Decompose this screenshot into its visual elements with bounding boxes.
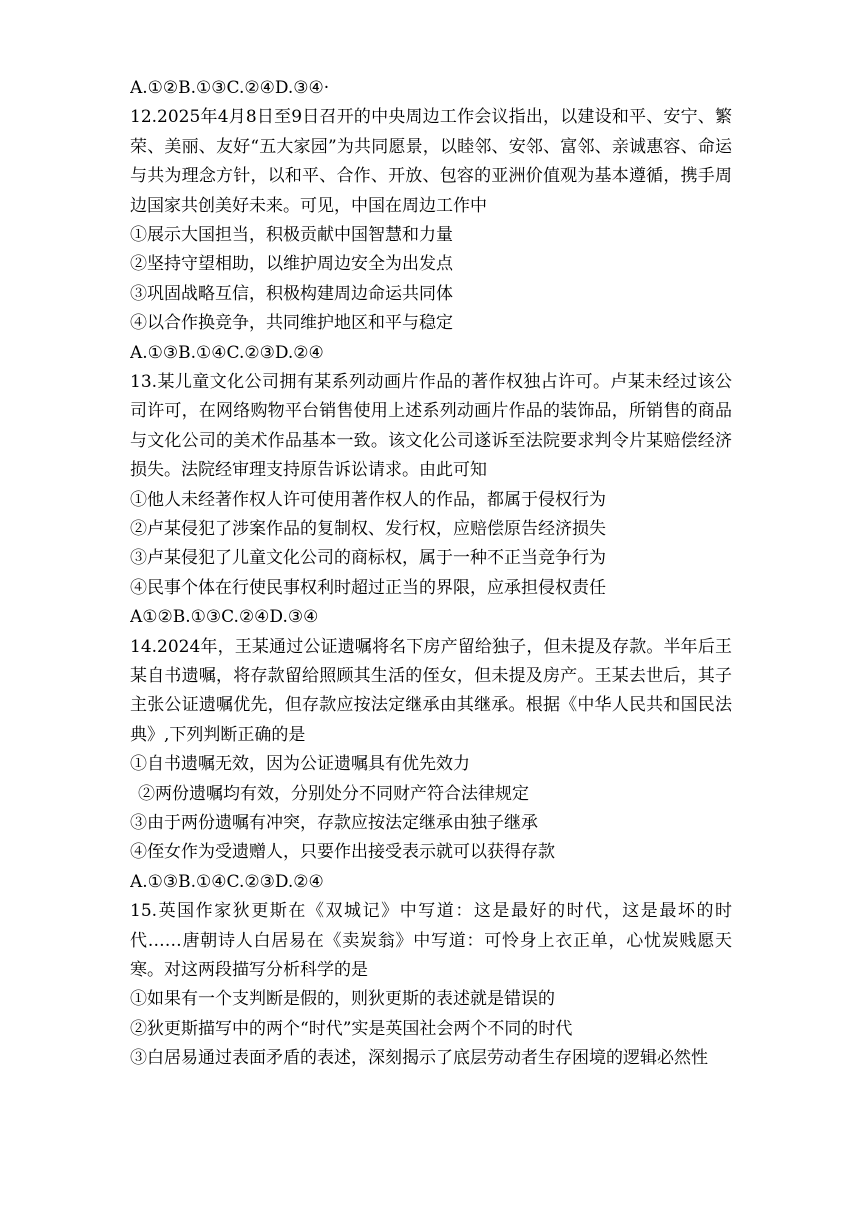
q14-item-2: ②两份遗嘱均有效，分别处分不同财产符合法律规定	[138, 783, 529, 804]
q12-item-1: ①展示大国担当，积极贡献中国智慧和力量	[130, 225, 453, 246]
q14-stem: 14.2024年，王某通过公证遗嘱将名下房产留给独子，但未提及存款。半年后王某自书遗嘱，将存款留给照顾其生活的侄女，但未提及房产。王某去世后，其子主张公证遗嘱优先，但存款应按法定继承由其继承。根据《中华人民共和国民法典》,下列判断正确的是	[130, 636, 732, 745]
q13-item-3: ③卢某侵犯了儿童文化公司的商标权，属于一种不正当竞争行为	[130, 548, 606, 569]
q11-options: A.①②B.①③C.②④D.③④·	[130, 78, 330, 98]
q14-item-1: ①自书遗嘱无效，因为公证遗嘱具有优先效力	[130, 754, 470, 775]
q12-item-2: ②坚持守望相助，以维护周边安全为出发点	[130, 254, 453, 275]
q15-stem: 15.英国作家狄更斯在《双城记》中写道：这是最好的时代，这是最坏的时代……唐朝诗人白居易在《卖炭翁》中写道：可怜身上衣正单，心忧炭贱愿天寒。对这两段描写分析科学的是	[130, 901, 732, 980]
q15-item-3: ③白居易通过表面矛盾的表述，深刻揭示了底层劳动者生存困境的逻辑必然性	[130, 1048, 708, 1069]
q14-item-4: ④侄女作为受遗赠人，只要作出接受表示就可以获得存款	[130, 842, 555, 863]
q15-item-1: ①如果有一个支判断是假的，则狄更斯的表述就是错误的	[130, 989, 555, 1010]
q12-item-4: ④以合作换竞争，共同维护地区和平与稳定	[130, 313, 453, 334]
q15-item-2: ②狄更斯描写中的两个“时代”实是英国社会两个不同的时代	[130, 1018, 573, 1039]
q12-stem: 12.2025年4月8日至9日召开的中央周边工作会议指出，以建设和平、安宁、繁荣、美丽、友好“五大家园”为共同愿景，以睦邻、安邻、富邻、亲诚惠容、命运与共为理念方针，以和平、合作、开放、包容的亚洲价值观为基本遵循，携手周边国家共创美好未来。可见，中国在周边工作中	[130, 107, 732, 216]
q14-item-3: ③由于两份遗嘱有冲突，存款应按法定继承由独子继承	[130, 812, 538, 833]
exam-page	[130, 74, 732, 1074]
q14-options: A.①③B.①④C.②③D.②④	[130, 871, 324, 892]
q12-options: A.①③B.①④C.②③D.②④	[130, 342, 324, 363]
q12-item-3: ③巩固战略互信，积极构建周边命运共同体	[130, 283, 453, 304]
q13-options: A①②B.①③C.②④D.③④	[130, 607, 319, 628]
q13-item-2: ②卢某侵犯了涉案作品的复制权、发行权，应赔偿原告经济损失	[130, 518, 606, 539]
q13-stem: 13.某儿童文化公司拥有某系列动画片作品的著作权独占许可。卢某未经过该公司许可，在网络购物平台销售使用上述系列动画片作品的装饰品，所销售的商品与文化公司的美术作品基本一致。该文化公司遂诉至法院要求判令片某赔偿经济损失。法院经审理支持原告诉讼请求。由此可知	[130, 371, 732, 481]
q13-item-1: ①他人未经著作权人许可使用著作权人的作品，都属于侵权行为	[130, 489, 606, 510]
q13-item-4: ④民事个体在行使民事权利时超过正当的界限，应承担侵权责任	[130, 577, 606, 598]
